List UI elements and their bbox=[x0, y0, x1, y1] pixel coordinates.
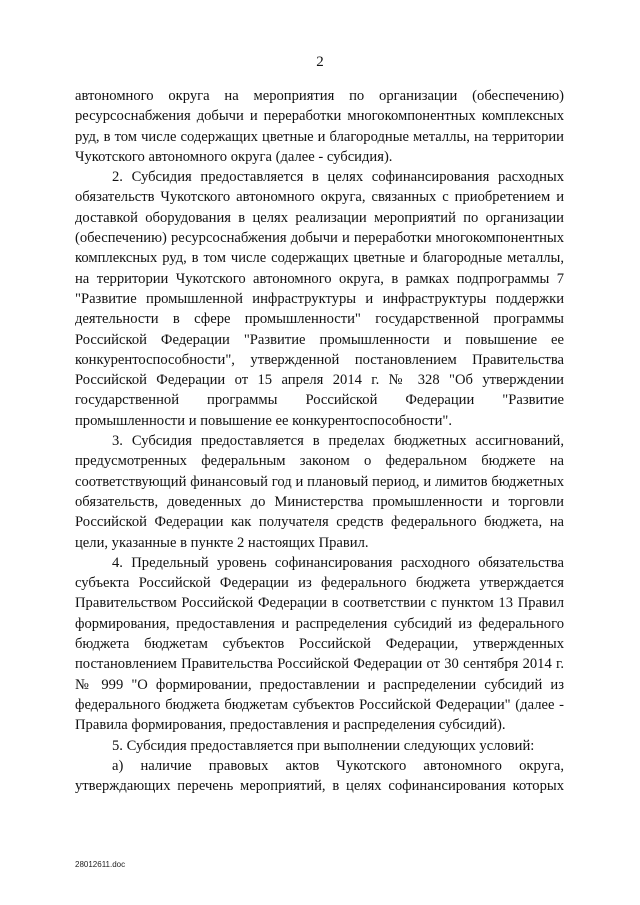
paragraph-5: 5. Субсидия предоставляется при выполнении следующих условий: bbox=[112, 737, 535, 754]
page-number: 2 bbox=[316, 54, 324, 70]
paragraph-4: 4. Предельный уровень софинансирования расходного обязательства субъекта Российской Федерации из федерального бюджета утверждается Правительством Российской Федерации в соответствии с пунктом 13 Правил формирования, предоставления и распределения субсидий из федерального бюджета бюджетам субъектов Российской Федерации, утвержденных постановлением Правительства Российской Федерации от 30 сентября 2014 г. № 999 "О формировании, предоставлении и распределении субсидий из федерального бюджета бюджетам субъектов Российской Федерации" (далее - Правила формирования, предоставления и распределения субсидий). bbox=[75, 554, 564, 734]
document-body bbox=[75, 86, 564, 796]
paragraph-continuation: автономного округа на мероприятия по организации (обеспечению) ресурсоснабжения добычи и переработки многокомпонентных комплексных руд, в том числе содержащих цветные и благородные металлы, на территории Чукотского автономного округа (далее - субсидия). bbox=[75, 88, 564, 165]
file-code: 28012611.doc bbox=[75, 860, 126, 869]
paragraph-3: 3. Субсидия предоставляется в пределах бюджетных ассигнований, предусмотренных федеральным законом о федеральном бюджете на соответствующий финансовый год и плановый период, и лимитов бюджетных обязательств, доведенных до Министерства промышленности и торговли Российской Федерации как получателя средств федерального бюджета, на цели, указанные в пункте 2 настоящих Правил. bbox=[75, 433, 564, 551]
paragraph-2: 2. Субсидия предоставляется в целях софинансирования расходных обязательств Чукотского автономного округа, связанных с приобретением и доставкой оборудования в целях реализации мероприятий по организации (обеспечению) ресурсоснабжения добычи и переработки многокомпонентных комплексных руд, в том числе содержащих цветные и благородные металлы, на территории Чукотского автономного округа, в рамках подпрограммы 7 "Развитие промышленной инфраструктуры и инфраструктуры поддержки деятельности в сфере промышленности" государственной программы Российской Федерации "Развитие промышленности и повышение ее конкурентоспособности", утвержденной постановлением Правительства Российской Федерации от 15 апреля 2014 г. № 328 "Об утверждении государственной программы Российской Федерации "Развитие промышленности и повышение ее конкурентоспособности". bbox=[75, 169, 564, 429]
paragraph-5a: а) наличие правовых актов Чукотского автономного округа, утверждающих перечень мероприятий, в целях софинансирования которых bbox=[75, 757, 564, 795]
